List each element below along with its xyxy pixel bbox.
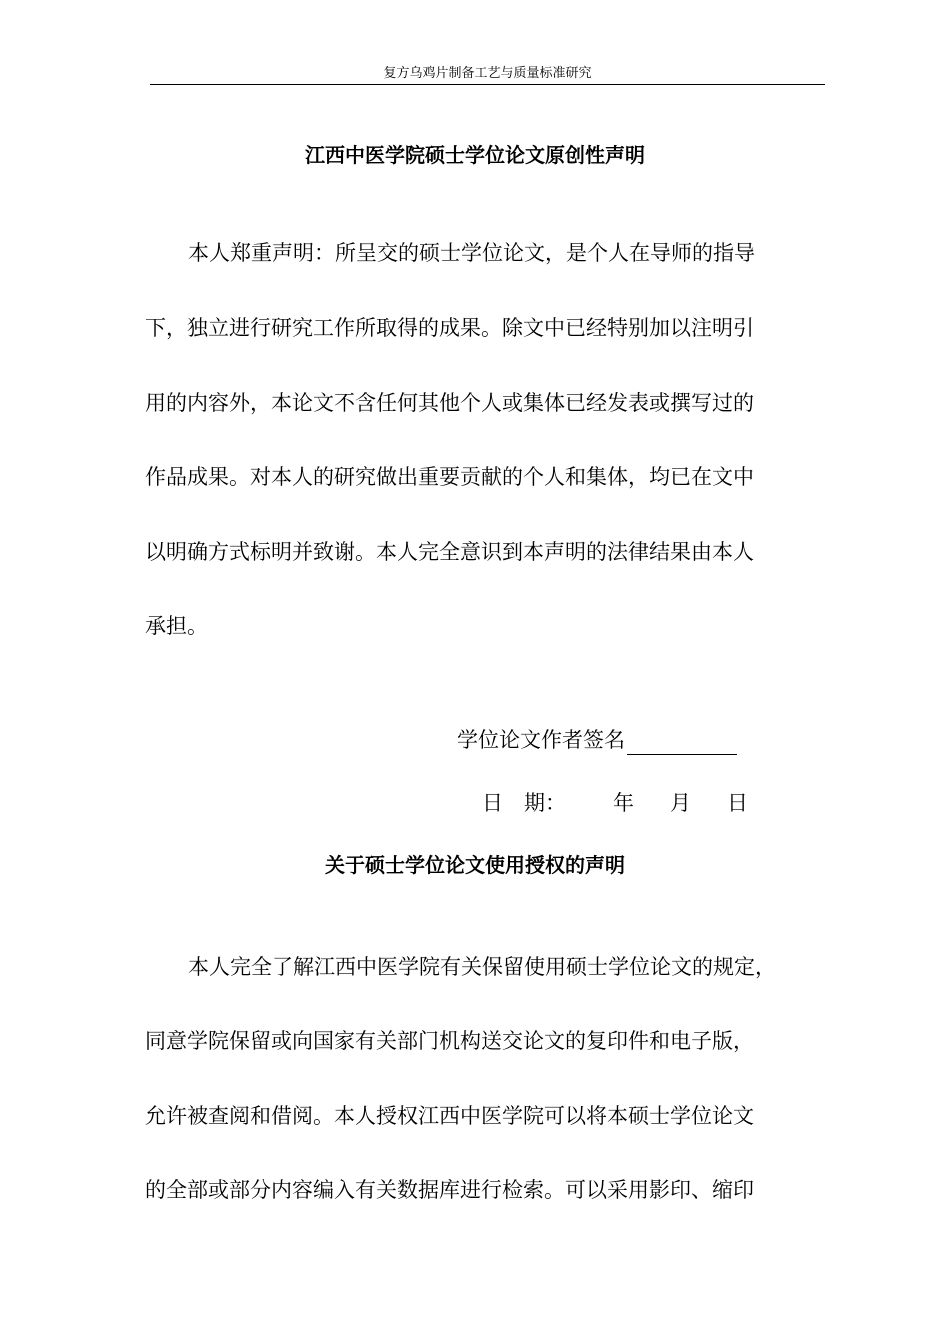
authorization-line: 的全部或部分内容编入有关数据库进行检索。可以采用影印、缩印	[145, 1178, 754, 1202]
signature-label: 学位论文作者签名	[457, 728, 625, 752]
author-signature	[457, 725, 737, 755]
authorization-line: 本人完全了解江西中医学院有关保留使用硕士学位论文的规定，	[188, 955, 776, 979]
header-rule	[150, 84, 825, 85]
date-day-label: 日	[727, 791, 748, 815]
originality-line: 下，独立进行研究工作所取得的成果。除文中已经特别加以注明引	[145, 316, 754, 340]
originality-line: 用的内容外，本论文不含任何其他个人或集体已经发表或撰写过的	[145, 391, 754, 415]
originality-line: 本人郑重声明：所呈交的硕士学位论文，是个人在导师的指导	[188, 241, 755, 265]
running-header: 复方乌鸡片制备工艺与质量标准研究	[383, 66, 592, 81]
authorization-line: 允许被查阅和借阅。本人授权江西中医学院可以将本硕士学位论文	[145, 1104, 754, 1128]
authorization-title: 关于硕士学位论文使用授权的声明	[325, 853, 625, 877]
date-year-label: 年	[613, 791, 634, 815]
originality-line: 以明确方式标明并致谢。本人完全意识到本声明的法律结果由本人	[145, 540, 754, 564]
date-label: 日 期：	[482, 791, 566, 815]
originality-line: 作品成果。对本人的研究做出重要贡献的个人和集体，均已在文中	[145, 465, 754, 489]
originality-title: 江西中医学院硕士学位论文原创性声明	[305, 143, 645, 167]
signature-blank	[627, 732, 737, 755]
date-month-label: 月	[670, 791, 691, 815]
authorization-line: 同意学院保留或向国家有关部门机构送交论文的复印件和电子版，	[145, 1029, 754, 1053]
originality-line: 承担。	[145, 614, 208, 638]
